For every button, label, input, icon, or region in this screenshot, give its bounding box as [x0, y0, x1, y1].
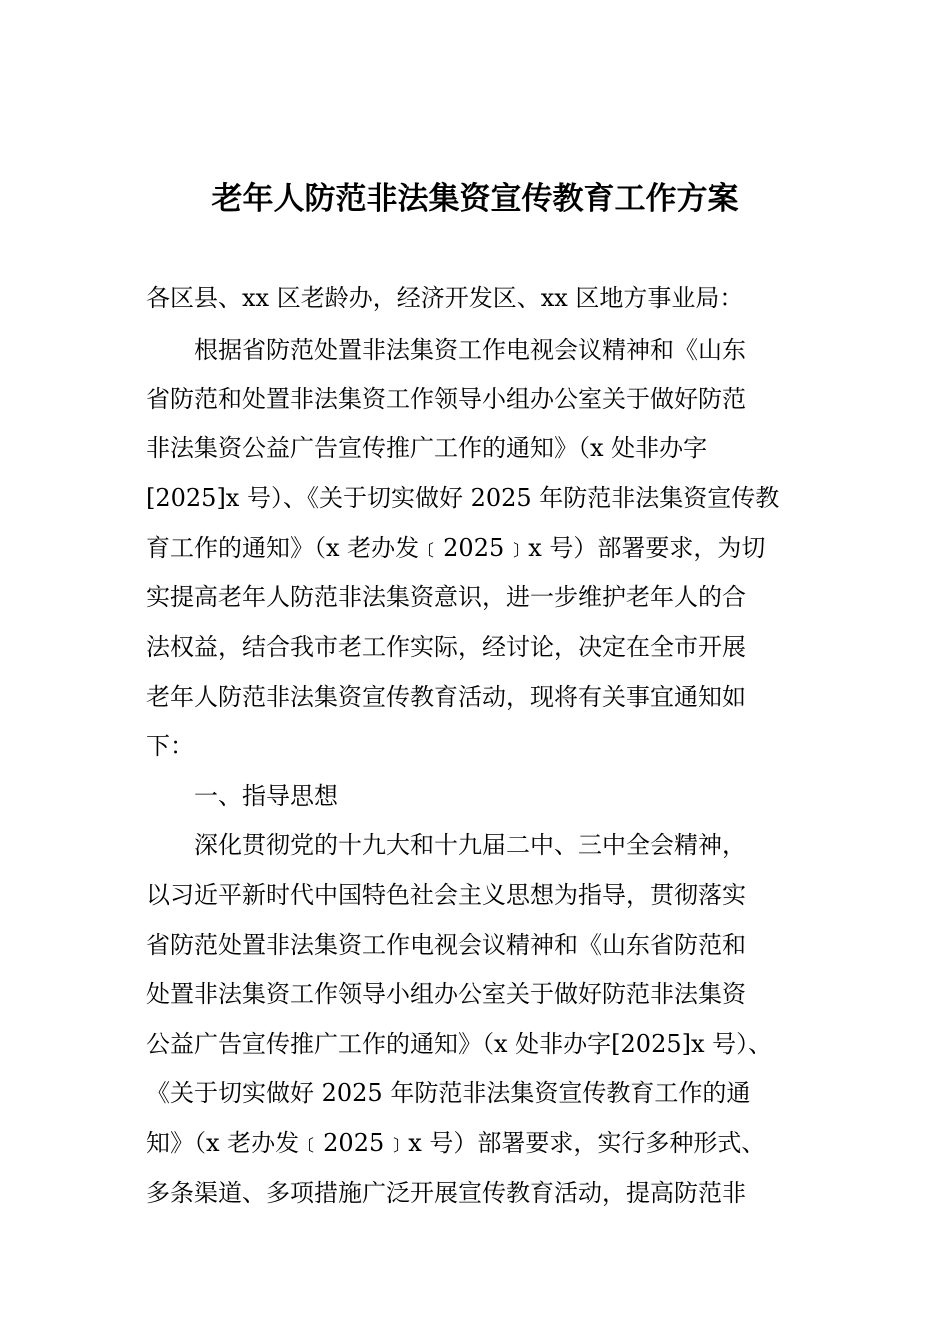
body-line: 知》（x 老办发﹝2025﹞x 号）部署要求，实行多种形式、 [146, 1129, 766, 1157]
section-heading: 一、指导思想 [146, 782, 338, 810]
body-line: 省防范处置非法集资工作电视会议精神和《山东省防范和 [146, 931, 746, 959]
body-line: [2025]x 号）、《关于切实做好 2025 年防范非法集资宣传教 [146, 484, 780, 512]
body-line: 法权益，结合我市老工作实际，经讨论，决定在全市开展 [146, 633, 746, 661]
body-line: 老年人防范非法集资宣传教育活动，现将有关事宜通知如 [146, 683, 746, 711]
body-line: 育工作的通知》（x 老办发﹝2025﹞x 号）部署要求，为切 [146, 534, 766, 562]
addressee-line: 各区县、xx 区老龄办，经济开发区、xx 区地方事业局： [146, 284, 744, 312]
body-line: 处置非法集资工作领导小组办公室关于做好防范非法集资 [146, 980, 746, 1008]
body-line: 省防范和处置非法集资工作领导小组办公室关于做好防范 [146, 385, 746, 413]
body-line: 深化贯彻党的十九大和十九届二中、三中全会精神， [146, 831, 746, 859]
body-line: 以习近平新时代中国特色社会主义思想为指导，贯彻落实 [146, 881, 746, 909]
body-line: 实提高老年人防范非法集资意识，进一步维护老年人的合 [146, 583, 746, 611]
document-title: 老年人防范非法集资宣传教育工作方案 [211, 181, 739, 217]
body-line: 下： [146, 732, 194, 760]
body-line: 公益广告宣传推广工作的通知》（x 处非办字[2025]x 号）、 [146, 1030, 773, 1058]
body-line: 多条渠道、多项措施广泛开展宣传教育活动，提高防范非 [146, 1179, 746, 1207]
body-line: 非法集资公益广告宣传推广工作的通知》（x 处非办字 [146, 434, 708, 462]
body-line: 《关于切实做好 2025 年防范非法集资宣传教育工作的通 [146, 1079, 751, 1107]
body-line: 根据省防范处置非法集资工作电视会议精神和《山东 [146, 336, 746, 364]
